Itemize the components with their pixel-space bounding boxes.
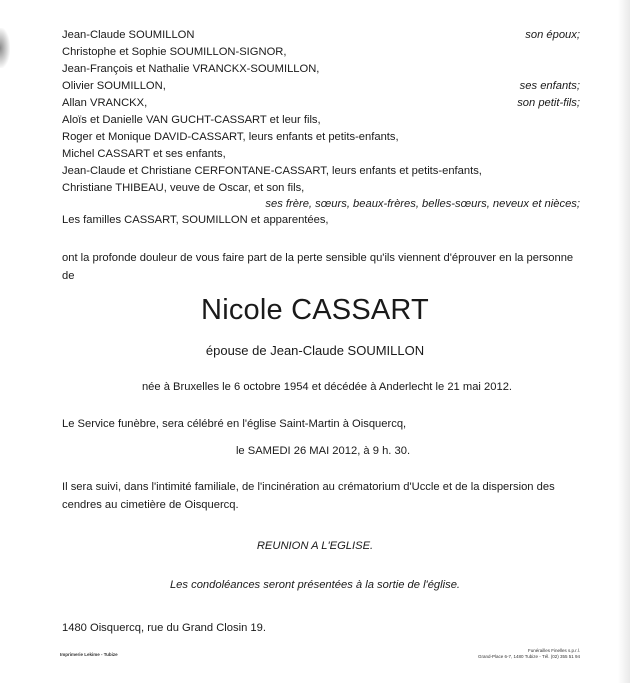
family-member: Roger et Monique DAVID-CASSART, leurs enfants et petits-enfants, [62,131,399,143]
funeral-home-credit [478,648,580,660]
service-line: Le Service funèbre, sera célébré en l'église Saint-Martin à Oisquercq, [62,418,407,430]
announcement-text: ont la profonde douleur de vous faire part de la perte sensible qu'ils viennent d'éprouver en la personne de [62,252,574,282]
family-line [62,130,580,144]
families-text: Les familles CASSART, SOUMILLON et apparentées, [62,214,329,226]
family-line [62,79,580,93]
family-member: Christophe et Sophie SOUMILLON-SIGNOR, [62,46,287,58]
family-line [62,164,580,178]
scan-edge-shadow [0,28,10,68]
family-line [62,147,580,161]
family-member: Jean-Claude et Christiane CERFONTANE-CASSART, leurs enfants et petits-enfants, [62,165,482,177]
condolences-line: Les condoléances seront présentées à la sortie de l'église. [169,579,461,591]
family-line [62,28,580,42]
family-line [62,62,580,76]
family-line [62,45,580,59]
reunion-line: REUNION A L'EGLISE. [256,540,374,552]
family-member: Jean-François et Nathalie VRANCKX-SOUMILLON, [62,63,320,75]
family-role: son petit-fils; [517,97,580,109]
family-member: Allan VRANCKX, [62,97,148,109]
cremation-text: Il sera suivi, dans l'intimité familiale, de l'incinération au crématorium d'Uccle et de la dispersion des cendres au cimetière de Oisquercq. [62,481,555,511]
funeral-home-name: Funérailles Finelles s.p.r.l. [527,648,580,653]
funeral-home-address: Grand-Place 6-7, 1480 Tubize - Tél. (02) 355 51 94 [478,654,580,659]
printer-credit: Imprimerie Lekime - Tubize [60,652,118,657]
family-role: son époux; [525,29,580,41]
family-line [62,181,580,195]
family-address: 1480 Oisquercq, rue du Grand Closin 19. [62,622,266,634]
family-member: Christiane THIBEAU, veuve de Oscar, et son fils, [62,182,305,194]
families-line [62,213,580,227]
service-date: le SAMEDI 26 MAI 2012, à 9 h. 30. [235,445,411,457]
family-role: ses enfants; [519,80,580,92]
family-member: Michel CASSART et ses enfants, [62,148,226,160]
family-member: Olivier SOUMILLON, [62,80,166,92]
dates-line: née à Bruxelles le 6 octobre 1954 et décédée à Anderlecht le 21 mai 2012. [141,381,513,393]
spouse-line: épouse de Jean-Claude SOUMILLON [205,343,425,358]
family-member: Aloïs et Danielle VAN GUCHT-CASSART et leur fils, [62,114,321,126]
siblings-line: ses frère, sœurs, beaux-frères, belles-sœurs, neveux et nièces; [265,198,580,210]
family-member: Jean-Claude SOUMILLON [62,29,195,41]
family-line [62,96,580,110]
family-line [62,113,580,127]
deceased-name: Nicole CASSART [201,294,429,326]
